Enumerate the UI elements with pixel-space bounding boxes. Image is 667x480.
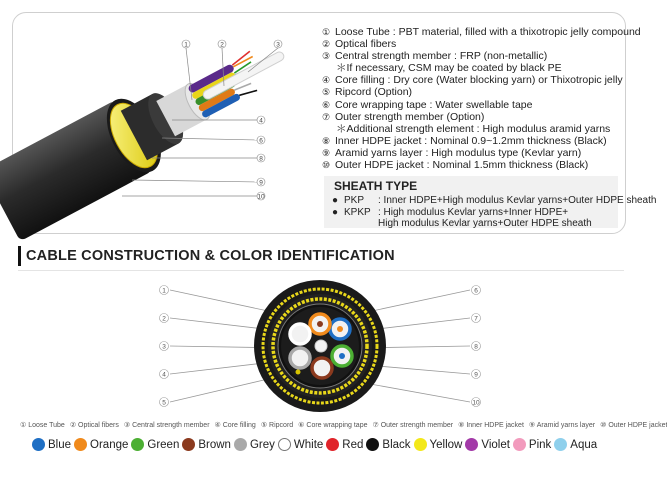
color-name: Yellow: [429, 438, 463, 451]
legend-number: ②: [322, 39, 331, 50]
color-name: Black: [382, 438, 411, 451]
svg-text:10: 10: [472, 399, 480, 407]
color-name: Brown: [198, 438, 231, 451]
legend-number: ⑨: [322, 147, 331, 158]
pkp-description: : Inner HDPE+High modulus Kevlar yarns+Outer HDPE sheath: [378, 195, 657, 206]
color-identification-swatches: [32, 438, 600, 451]
color-swatch-blue: [32, 438, 71, 451]
component-label-row: [20, 421, 667, 429]
component-label: ⑩ Outer HDPE jacket: [600, 422, 667, 429]
svg-text:7: 7: [474, 315, 478, 323]
color-name: Green: [147, 438, 180, 451]
legend-text: Core filling : Dry core (Water blocking yarn) or Thixotropic jelly: [335, 74, 623, 87]
color-dot: [414, 438, 427, 451]
color-swatch-brown: [182, 438, 231, 451]
color-dot: [366, 438, 379, 451]
svg-text:9: 9: [259, 179, 263, 187]
legend-number: ⑥: [322, 99, 331, 110]
color-name: Aqua: [570, 438, 598, 451]
component-label: ⑥ Core wrapping tape: [298, 422, 368, 429]
svg-text:8: 8: [259, 155, 263, 163]
legend-number: ⑦: [322, 111, 331, 122]
ripcord: [296, 370, 301, 375]
component-label: ⑦ Outer strength member: [372, 422, 454, 429]
color-dot: [131, 438, 144, 451]
color-swatch-red: [326, 438, 363, 451]
tube-grey: [290, 348, 310, 368]
color-dot: [554, 438, 567, 451]
central-strength-member: [315, 340, 327, 352]
legend-number: ③: [322, 51, 331, 62]
legend-text: Core wrapping tape : Water swellable tape: [335, 98, 533, 111]
color-dot: [326, 438, 339, 451]
legend-number: ④: [322, 75, 331, 86]
svg-text:4: 4: [162, 371, 166, 379]
color-swatch-yellow: [414, 438, 463, 451]
legend-text: Optical fibers: [335, 38, 397, 51]
component-legend: [322, 26, 641, 172]
sheath-type-title: SHEATH TYPE: [334, 179, 418, 193]
legend-item: [322, 50, 627, 62]
legend-text: Outer HDPE jacket : Nominal 1.5mm thickness (Black): [335, 159, 589, 172]
color-dot: [182, 438, 195, 451]
color-name: Orange: [90, 438, 129, 451]
color-swatch-green: [131, 438, 179, 451]
section-title: CABLE CONSTRUCTION & COLOR IDENTIFICATION: [18, 246, 395, 266]
svg-text:2: 2: [162, 315, 166, 323]
svg-text:3: 3: [162, 343, 166, 351]
svg-text:4: 4: [259, 117, 263, 125]
legend-item: [322, 26, 641, 38]
legend-number: ⑧: [322, 135, 331, 146]
kpkp-description-1: : High modulus Kevlar yarns+Inner HDPE+: [378, 207, 569, 218]
section-divider: [18, 270, 624, 271]
svg-text:1: 1: [184, 41, 188, 49]
color-swatch-pink: [513, 438, 551, 451]
color-name: Violet: [481, 438, 510, 451]
svg-text:10: 10: [257, 193, 265, 201]
color-dot: [278, 438, 291, 451]
svg-text:1: 1: [162, 287, 166, 295]
sheath-kpkp-row: ● KPKP : High modulus Kevlar yarns+Inner HDPE+: [332, 207, 569, 218]
svg-text:8: 8: [474, 343, 478, 351]
legend-text: Ripcord (Option): [335, 86, 413, 99]
tube-brown: [312, 358, 332, 378]
svg-text:3: 3: [276, 41, 280, 49]
color-swatch-white: [278, 438, 323, 451]
component-label: ① Loose Tube: [20, 422, 65, 429]
component-label: ③ Central strength member: [123, 422, 210, 429]
kpkp-description-2: High modulus Kevlar yarns+Outer HDPE sheath: [378, 218, 592, 229]
legend-item: [322, 147, 627, 159]
color-dot: [32, 438, 45, 451]
cable-cutaway-illustration: [12, 12, 322, 234]
color-swatch-violet: [465, 438, 510, 451]
legend-item: [322, 86, 627, 98]
component-label: ⑧ Inner HDPE jacket: [458, 422, 524, 429]
color-name: White: [293, 438, 324, 451]
legend-item: [322, 111, 627, 123]
legend-text: ＊Additional strength element : High modulus aramid yarns: [336, 122, 611, 135]
pkp-code: PKP: [344, 195, 365, 206]
legend-text: Aramid yarns layer : High modulus type (Kevlar yarn): [335, 146, 582, 159]
color-dot: [234, 438, 247, 451]
color-name: Red: [342, 438, 364, 451]
kpkp-code: KPKP: [344, 207, 371, 218]
color-swatch-grey: [234, 438, 275, 451]
color-swatch-black: [366, 438, 410, 451]
component-label: ② Optical fibers: [69, 422, 119, 429]
color-name: Blue: [48, 438, 72, 451]
legend-text: Outer strength member (Option): [335, 110, 485, 123]
legend-text: ＊If necessary, CSM may be coated by black PE: [336, 62, 562, 75]
color-name: Grey: [249, 438, 275, 451]
svg-text:2: 2: [220, 41, 224, 49]
legend-item: [322, 62, 627, 74]
legend-number: ①: [322, 27, 331, 37]
svg-text:9: 9: [474, 371, 478, 379]
legend-item: [322, 38, 627, 50]
svg-text:6: 6: [259, 137, 263, 145]
sheath-pkp-row: ● PKP : Inner HDPE+High modulus Kevlar yarns+Outer HDPE sheath: [332, 195, 657, 206]
legend-item: [322, 74, 627, 86]
legend-text: Inner HDPE jacket : Nominal 0.9~1.2mm thickness (Black): [335, 134, 607, 147]
legend-item: [322, 123, 627, 135]
component-label: ⑤ Ripcord: [260, 422, 294, 429]
svg-text:6: 6: [474, 287, 478, 295]
color-swatch-aqua: [554, 438, 597, 451]
legend-number: ⑩: [322, 160, 331, 171]
legend-text: Central strength member : FRP (non-metallic): [335, 50, 548, 63]
cable-cross-section: [140, 276, 500, 416]
component-label: ④ Core filling: [214, 422, 256, 429]
legend-item: [322, 159, 627, 171]
color-dot: [513, 438, 526, 451]
color-dot: [465, 438, 478, 451]
svg-text:5: 5: [162, 399, 166, 407]
color-dot: [74, 438, 87, 451]
color-swatch-orange: [74, 438, 128, 451]
legend-item: [322, 135, 627, 147]
color-name: Pink: [528, 438, 552, 451]
tube-white: [290, 324, 310, 344]
sheath-type-box: [324, 176, 657, 229]
legend-number: ⑤: [322, 87, 331, 98]
legend-item: [322, 99, 627, 111]
component-label: ⑨ Aramid yarns layer: [528, 422, 596, 429]
legend-text: Loose Tube : PBT material, filled with a thixotropic jelly compound: [335, 26, 641, 38]
